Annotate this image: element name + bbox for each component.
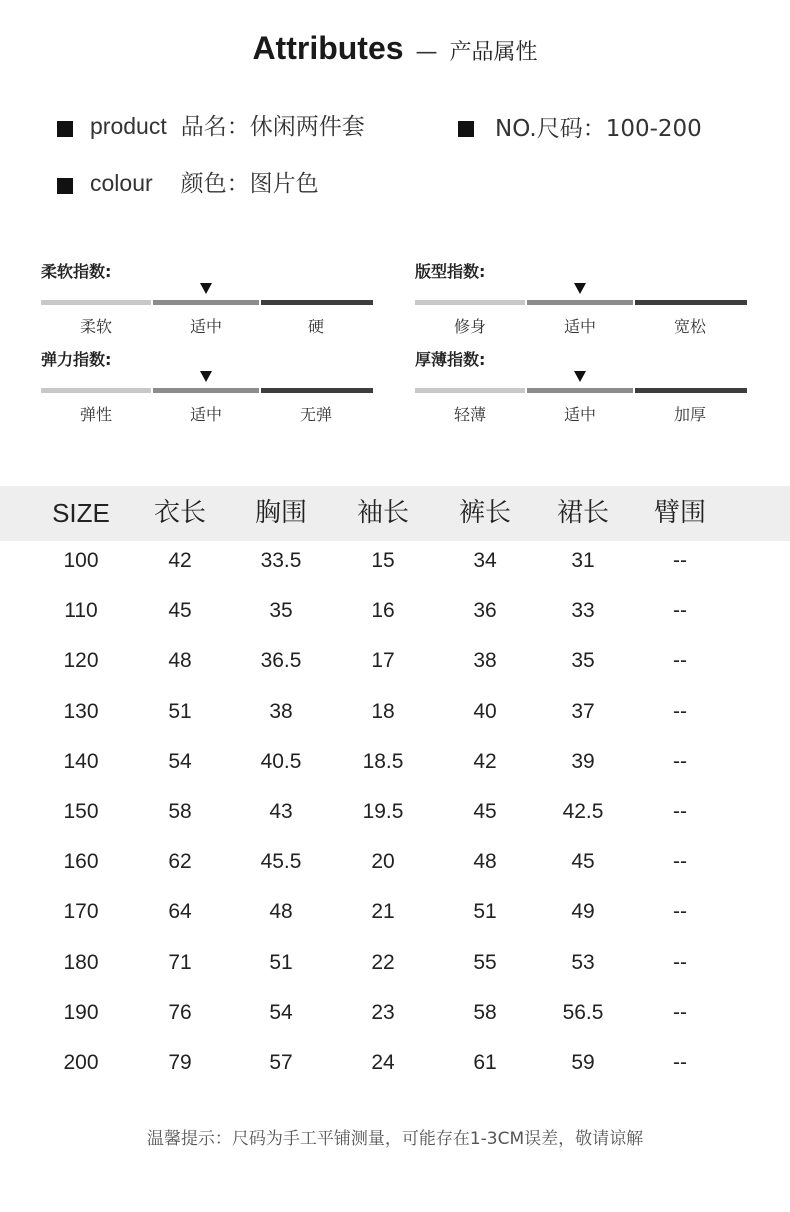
table-cell: 180 — [63, 950, 99, 974]
scale-label: 适中 — [189, 405, 222, 424]
table-cell: -- — [673, 549, 687, 572]
table-row — [0, 844, 790, 894]
scale-label: 无弹 — [299, 405, 332, 424]
table-cell: 42 — [168, 549, 192, 572]
table-cell: 42.5 — [562, 800, 604, 823]
scale-label: 弹性 — [79, 405, 112, 424]
table-cell: 48 — [269, 900, 293, 924]
table-cell: 19.5 — [362, 800, 404, 823]
table-cell: 35 — [269, 599, 293, 623]
table-cell: 45 — [571, 850, 595, 874]
measurement-note: 温馨提示：尺码为手工平铺测量，可能存在1-3CM误差，敬请谅解 — [146, 1129, 644, 1149]
scale-label: 柔软 — [79, 317, 112, 336]
scale-label: 适中 — [563, 317, 596, 336]
table-cell: 42 — [473, 749, 497, 773]
table-cell: 150 — [63, 800, 99, 823]
table-cell: 71 — [168, 950, 192, 974]
table-cell: 59 — [571, 1051, 595, 1074]
scale-segment — [527, 300, 633, 305]
table-cell: 34 — [473, 549, 497, 572]
scale-label: 轻薄 — [453, 405, 486, 424]
table-cell: 45 — [168, 599, 192, 623]
triangle-down-icon — [200, 371, 212, 382]
table-cell: -- — [673, 1051, 687, 1074]
triangle-down-icon — [574, 371, 586, 382]
table-cell: -- — [673, 850, 687, 874]
bullet-icon — [458, 121, 474, 137]
table-cell: -- — [673, 649, 687, 673]
attr-product — [90, 108, 365, 141]
table-cell: 54 — [168, 749, 192, 773]
table-row — [0, 945, 790, 995]
table-cell: 64 — [168, 900, 192, 924]
table-cell: 140 — [63, 749, 99, 773]
table-cell: 23 — [371, 1000, 395, 1024]
scale-segment — [635, 388, 747, 393]
table-cell: 160 — [63, 850, 99, 874]
attr-colour-cn: 颜色：图片色 — [180, 171, 319, 197]
table-cell: 51 — [473, 900, 497, 924]
table-cell: -- — [673, 699, 687, 723]
col-header-pants: 裤长 — [458, 498, 511, 528]
scale-label: 修身 — [453, 317, 486, 336]
col-header-size: SIZE — [52, 498, 110, 528]
fit-index-scale — [415, 282, 747, 342]
scale-segment — [41, 300, 151, 305]
table-cell: 53 — [571, 950, 595, 974]
col-header-arm: 臂围 — [653, 498, 706, 528]
table-cell: 35 — [571, 649, 595, 673]
table-cell: 39 — [571, 749, 595, 773]
table-row — [0, 794, 790, 844]
table-cell: 38 — [269, 699, 293, 723]
table-cell: 20 — [371, 850, 395, 874]
table-cell: -- — [673, 749, 687, 773]
thickness-index-scale — [415, 370, 747, 430]
table-cell: 57 — [269, 1051, 293, 1074]
attr-product-en: product — [90, 113, 167, 139]
table-cell: 24 — [371, 1051, 395, 1074]
table-cell: -- — [673, 1000, 687, 1024]
table-cell: 37 — [571, 699, 595, 723]
table-cell: 51 — [168, 699, 192, 723]
table-row — [0, 694, 790, 744]
col-header-chest: 胸围 — [254, 498, 307, 528]
table-cell: 40.5 — [260, 749, 302, 773]
scale-label: 适中 — [563, 405, 596, 424]
table-cell: 40 — [473, 699, 497, 723]
table-cell: 21 — [371, 900, 395, 924]
table-cell: 33 — [571, 599, 595, 623]
triangle-down-icon — [200, 283, 212, 294]
table-cell: 120 — [63, 649, 99, 673]
title-dash: — — [415, 40, 438, 65]
table-cell: 110 — [64, 599, 98, 623]
table-cell: 22 — [371, 950, 395, 974]
col-header-length: 衣长 — [153, 498, 206, 528]
table-cell: 170 — [63, 900, 99, 924]
table-row — [0, 543, 790, 593]
table-cell: 15 — [371, 549, 395, 572]
table-row — [0, 995, 790, 1045]
scale-label: 加厚 — [673, 405, 706, 424]
scale-segment — [41, 388, 151, 393]
table-cell: 61 — [473, 1051, 497, 1074]
scale-segment — [261, 300, 373, 305]
bullet-icon — [57, 121, 73, 137]
scale-segment — [153, 300, 259, 305]
table-cell: -- — [673, 599, 687, 623]
elasticity-index-scale — [41, 370, 373, 430]
size-table-header — [0, 486, 790, 541]
table-cell: 76 — [168, 1000, 192, 1024]
attr-product-cn: 品名：休闲两件套 — [180, 114, 365, 140]
scale-label: 宽松 — [673, 317, 706, 336]
table-cell: 56.5 — [562, 1000, 604, 1024]
table-cell: 79 — [168, 1051, 192, 1074]
triangle-down-icon — [574, 283, 586, 294]
table-cell: 43 — [269, 800, 293, 823]
table-cell: 62 — [168, 850, 192, 874]
table-cell: -- — [673, 800, 687, 823]
table-cell: 48 — [473, 850, 497, 874]
table-cell: -- — [673, 900, 687, 924]
scale-label: 适中 — [189, 317, 222, 336]
table-cell: 55 — [473, 950, 497, 974]
scale-segment — [635, 300, 747, 305]
elasticity-index-title: 弹力指数: — [41, 350, 112, 369]
table-cell: 36 — [473, 599, 497, 623]
thickness-index-title: 厚薄指数: — [415, 350, 486, 369]
scale-segment — [415, 300, 525, 305]
attr-colour-en: colour — [90, 170, 153, 196]
table-cell: 45.5 — [260, 850, 302, 874]
table-cell: 36.5 — [260, 649, 302, 673]
table-cell: 49 — [571, 900, 595, 924]
table-cell: 48 — [168, 649, 192, 673]
table-cell: 33.5 — [260, 549, 302, 572]
attr-colour — [90, 165, 319, 198]
scale-segment — [415, 388, 525, 393]
softness-index-scale — [41, 282, 373, 342]
size-table-body — [0, 543, 790, 1103]
title-cn: 产品属性 — [449, 40, 538, 65]
table-cell: 18.5 — [362, 749, 404, 773]
table-cell: 100 — [63, 549, 99, 572]
table-row — [0, 593, 790, 643]
table-cell: -- — [673, 950, 687, 974]
table-cell: 200 — [63, 1051, 99, 1074]
title-en: Attributes — [252, 30, 404, 66]
bullet-icon — [57, 178, 73, 194]
table-cell: 190 — [63, 1000, 99, 1024]
table-cell: 16 — [371, 599, 395, 623]
table-cell: 45 — [473, 800, 497, 823]
scale-segment — [153, 388, 259, 393]
attr-size: NO.尺码：100-200 — [495, 116, 702, 142]
softness-index-title: 柔软指数: — [41, 262, 112, 281]
table-cell: 51 — [269, 950, 293, 974]
fit-index-title: 版型指数: — [415, 262, 486, 281]
table-cell: 31 — [571, 549, 595, 572]
table-row — [0, 744, 790, 794]
scale-segment — [261, 388, 373, 393]
scale-label: 硬 — [307, 317, 324, 336]
table-row — [0, 1045, 790, 1095]
table-cell: 58 — [473, 1000, 497, 1024]
page-title — [0, 30, 790, 67]
table-cell: 17 — [371, 649, 395, 673]
table-cell: 38 — [473, 649, 497, 673]
col-header-sleeve: 袖长 — [356, 498, 409, 528]
table-cell: 54 — [269, 1000, 293, 1024]
scale-segment — [527, 388, 633, 393]
table-row — [0, 894, 790, 944]
col-header-skirt: 裙长 — [556, 498, 609, 528]
table-cell: 18 — [371, 699, 395, 723]
table-cell: 130 — [63, 699, 99, 723]
table-row — [0, 643, 790, 693]
table-cell: 58 — [168, 800, 192, 823]
